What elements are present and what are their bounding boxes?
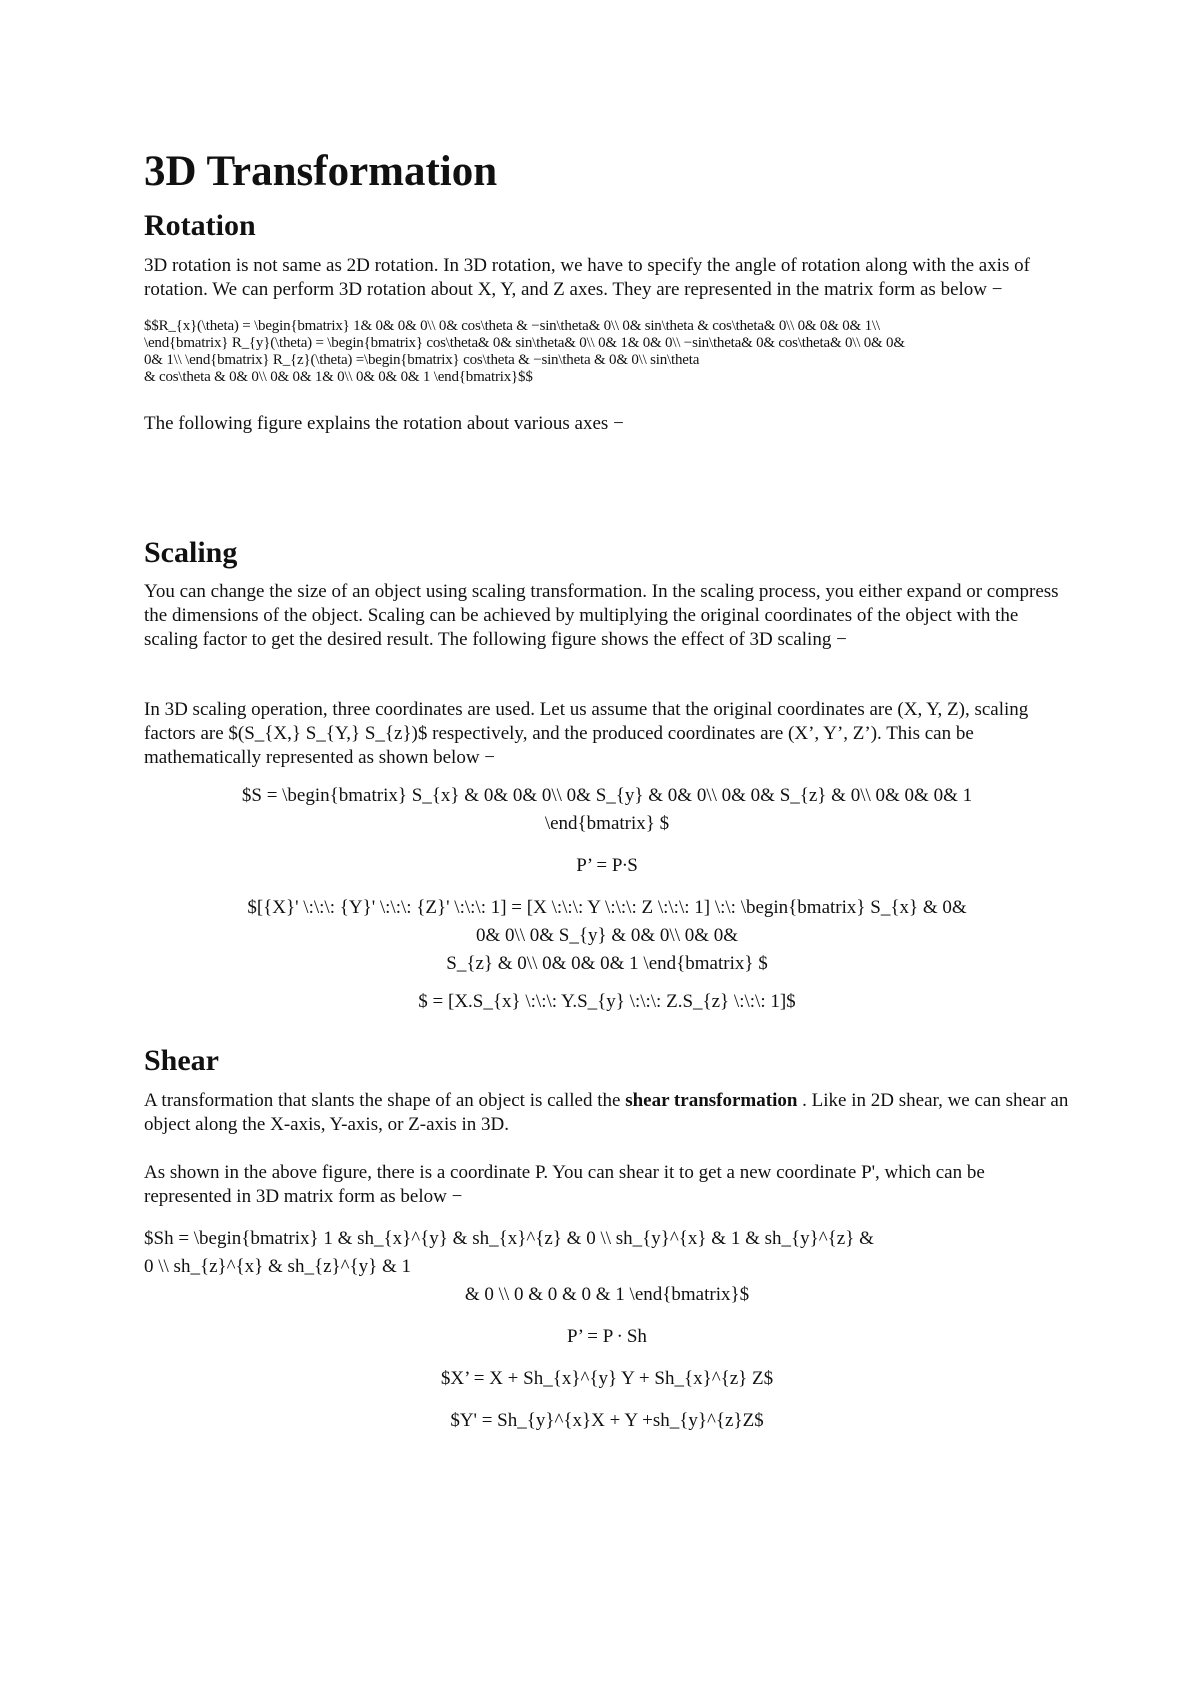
- shear-equation-line: & 0 \\ 0 & 0 & 0 & 1 \end{bmatrix}$: [464, 1283, 750, 1305]
- scaling-expanded-equation: [144, 894, 1070, 978]
- section-heading-shear: Shear: [144, 1044, 219, 1078]
- scaling-expanded-line: $[{X}' \:\:\: {Y}' \:\:\: {Z}' \:\:\: 1] = [X \:\:\: Y \:\:\: Z \:\:\: 1] \:\: \begin{bmatrix} S_{x} & 0&: [247, 897, 967, 919]
- shear-equation-line: $Sh = \begin{bmatrix} 1 & sh_{x}^{y} & sh_{x}^{z} & 0 \\ sh_{y}^{x} & 1 & sh_{y}^{z} &: [144, 1227, 874, 1249]
- scaling-equation-line: \end{bmatrix} $: [544, 813, 670, 835]
- rotation-equation-line: $$R_{x}(\theta) = \begin{bmatrix} 1& 0& 0& 0\\ 0& cos\theta & −sin\theta& 0\\ 0& sin\theta & cos\theta& 0\\ 0& 0& 0& 1\\: [144, 317, 880, 334]
- scaling-expanded-line: S_{z} & 0\\ 0& 0& 0& 1 \end{bmatrix} $: [446, 953, 768, 975]
- section-heading-rotation: Rotation: [144, 209, 256, 243]
- shear-intro: [144, 1089, 1070, 1137]
- section-heading-scaling: Scaling: [144, 535, 238, 569]
- shear-intro-term: shear transformation: [625, 1089, 798, 1111]
- shear-description: As shown in the above figure, there is a coordinate P. You can shear it to get a new coordinate P', which can be represented in 3D matrix form as below −: [144, 1161, 985, 1207]
- shear-x-equation: $X’ = X + Sh_{x}^{y} Y + Sh_{x}^{z} Z$: [440, 1367, 774, 1389]
- rotation-equation-line: & cos\theta & 0& 0\\ 0& 0& 1& 0\\ 0& 0& 0& 1 \end{bmatrix}$$: [144, 368, 533, 385]
- rotation-equation-line: 0& 1\\ \end{bmatrix} R_{z}(\theta) =\begin{bmatrix} cos\theta & −sin\theta & 0& 0\\ sin\theta: [144, 351, 700, 368]
- scaling-expanded-line: 0& 0\\ 0& S_{y} & 0& 0\\ 0& 0&: [475, 925, 739, 947]
- scaling-intro: You can change the size of an object using scaling transformation. In the scaling process, you either expand or compress the dimensions of the object. Scaling can be achieved by multiplying the original coordinates of the object with the scaling factor to get the desired result. The following figure shows the effect of 3D scaling −: [144, 581, 1059, 651]
- shear-product-equation: P’ = P ∙ Sh: [567, 1325, 647, 1347]
- shear-matrix-equation: [144, 1225, 1070, 1309]
- rotation-figure-caption: The following figure explains the rotation about various axes −: [144, 412, 624, 434]
- scaling-product-equation: P’ = P∙S: [576, 855, 638, 877]
- scaling-result-equation: $ = [X.S_{x} \:\:\: Y.S_{y} \:\:\: Z.S_{z} \:\:\: 1]$: [418, 991, 796, 1013]
- scaling-matrix-equation: [144, 782, 1070, 838]
- shear-y-equation: $Y' = Sh_{y}^{x}X + Y +sh_{y}^{z}Z$: [450, 1409, 764, 1431]
- scaling-description: In 3D scaling operation, three coordinates are used. Let us assume that the original coordinates are (X, Y, Z), scaling factors are $(S_{X,} S_{Y,} S_{z})$ respectively, and the produced coordinates are (X’, Y’, Z’). This can be mathematically represented as shown below −: [144, 699, 1029, 769]
- page-title: 3D Transformation: [144, 148, 498, 195]
- rotation-intro: 3D rotation is not same as 2D rotation. In 3D rotation, we have to specify the angle of rotation along with the axis of rotation. We can perform 3D rotation about X, Y, and Z axes. They are represented in the matrix form as below −: [144, 254, 1030, 300]
- rotation-figure-placeholder: [144, 436, 1070, 536]
- scaling-equation-line: $S = \begin{bmatrix} S_{x} & 0& 0& 0\\ 0& S_{y} & 0& 0\\ 0& 0& S_{z} & 0\\ 0& 0& 0& 1: [241, 785, 973, 807]
- shear-intro-text: A transformation that slants the shape of an object is called the: [144, 1089, 626, 1111]
- scaling-figure-placeholder: [144, 652, 1070, 698]
- shear-intro-text-end: . Like in 2D shear, we can shear an object along the X-axis, Y-axis, or Z-axis in 3D.: [144, 1089, 1069, 1135]
- shear-equation-line: 0 \\ sh_{z}^{x} & sh_{z}^{y} & 1: [144, 1255, 412, 1277]
- rotation-matrix-equation: [144, 318, 1070, 386]
- rotation-equation-line: \end{bmatrix} R_{y}(\theta) = \begin{bmatrix} cos\theta& 0& sin\theta& 0\\ 0& 1& 0& 0\\ −sin\theta& 0& cos\theta& 0\\ 0& 0&: [144, 334, 905, 351]
